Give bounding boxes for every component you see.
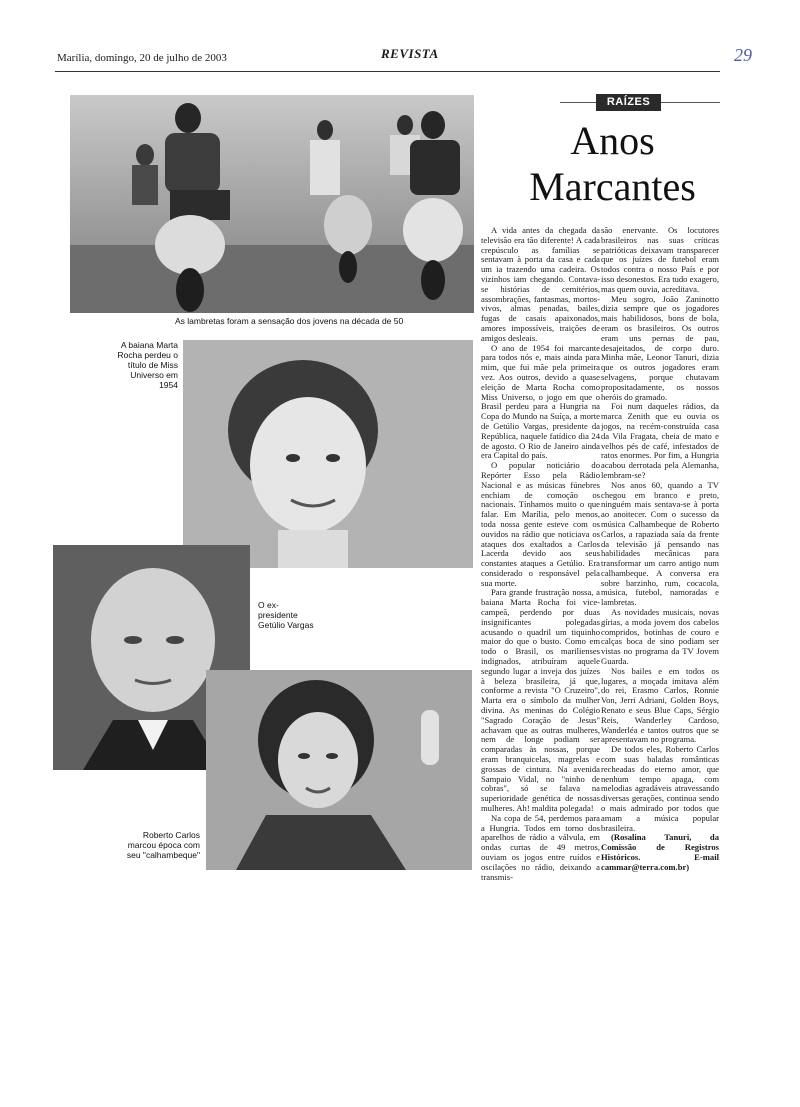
headline-line-1: Anos <box>570 118 655 163</box>
article-paragraph: O ano de 1954 foi marcante para todos nós e, mais ainda para mim, que fui mãe pela primeira vez. Aos outros, devido a quase eleição de Marta Rocha como Miss Universo, o jogo em que o Brasil perdeu para a Hungria na Copa do Mundo na Suíça, a morte de Getúlio Vargas, presidente da República, naquele fatídico dia 24 de agosto. O Rio de Janeiro ainda era Capital do país. <box>481 342 600 461</box>
article-paragraph: As novidades musicais, novas gírias, a moda jovem dos cabelos compridos, botinhas de couro e calças boca de sino podiam ser vistas no programa da TV Jovem Guarda. <box>601 607 719 667</box>
scooters-image <box>70 95 474 313</box>
article-paragraph: Meu sogro, João Zaninotto dizia sempre que os jogadores mais habilidosos, bons de bola, eram os brasileiros. Os outros eram uns pernas de pau, desajeitados, de corpo duro. Minha mãe, Leonor Tanuri, dizia que os outros jogadores eram selvagens, porque chutavam propositadamente, os nossos heróis do gramado. <box>601 293 719 402</box>
marta-caption: A baiana Marta Rocha perdeu o título de Miss Universo em 1954 <box>117 340 178 390</box>
section-title: REVISTA <box>381 46 439 61</box>
roberto-caption: Roberto Carlos marcou época com seu "calhambeque" <box>126 830 200 860</box>
marta-rocha-image <box>183 340 473 568</box>
header-rule <box>55 71 720 72</box>
headline <box>505 118 720 210</box>
article-paragraph: O popular noticiário do Repórter Esso pela Rádio Nacional e as músicas fúnebres enchiam de comoção os nacionais. Tínhamos muito o que falar. Em Marília, pelo menos, toda nossa gente esteve com os ouvidos na rádio que noticiava os ataques dos exaltados a Carlos Lacerda devido aos seus constantes ataques a Getúlio. Era considerado o responsável pela sua morte. <box>481 460 600 588</box>
page-number: 29 <box>734 45 752 65</box>
article-paragraph: Na copa de 54, perdemos para a Hungria. Todos em torno dos aparelhos de rádio a válvula, em ondas curtas de 49 metros, ouviam os jogos entre ruídos e oscilações no rádio, deixando a transmis- <box>481 812 600 882</box>
article-column-1 <box>481 226 600 886</box>
scooters-photo <box>70 95 474 313</box>
roberto-carlos-image <box>206 670 472 870</box>
author-signature: (Rosalina Tanuri, da Comissão de Registros Históricos. E-mail cammar@terra.com.br) <box>601 832 719 872</box>
marta-rocha-photo <box>183 340 473 568</box>
getulio-caption: O ex-presidente Getúlio Vargas <box>258 600 314 630</box>
headline-line-2: Marcantes <box>529 164 696 209</box>
article-paragraph: Nos bailes e em todos os lugares, a moçada imitava além do rei, Erasmo Carlos, Ronnie Von, Jerri Adriani, Golden Boys, Renato e seus Blue Caps, Sérgio Reis, Wanderley Cardoso, Wanderléa e tantos outros que se apresentavam no programa. <box>601 665 719 745</box>
article-paragraph: A vida antes da chegada da televisão era tão diferente! A cada crepúsculo as famílias se sentavam à porta da casa e cada um ia trazendo uma cadeira. Os vizinhos iam chegando. Contava-se histórias de cemitérios, assombrações, fantasmas, mortos-vivos, almas penadas, bailes, fugas de casais apaixonados, amores impossíveis, traições de amigos desleais. <box>481 226 600 343</box>
article-paragraph: De todos eles, Roberto Carlos com suas baladas românticas recheadas do eterno amor, que nenhum tempo apaga, com melodias agradáveis atravessando diversas gerações, continua sendo o mais admirado por todos que amam a música popular brasileira. <box>601 744 719 833</box>
article-paragraph: Para grande frustração nossa, a baiana Marta Rocha foi vice-campeã, perdendo por duas insignificantes polegadas acusando o quadril um tiquinho maior do que o busto. Como em todo o Brasil, os marilienses indignados, atribuíram aquele segundo lugar a inveja dos juízes à beleza brasileira, já que, conforme a revista "O Cruzeiro", Marta era o símbolo da mulher divina. As meninas do Colégio "Sagrado Coração de Jesus" achavam que as outras mulheres, nem de longe podiam ser comparadas às nossas, porque eram branquicelas, magrelas e grossas de cintura. Na avenida Sampaio Vidal, no "ninho de cobras", só se falava na superioridade genética de nossas mulheres. Ah! maldita polegada! <box>481 587 600 814</box>
article-paragraph: são enervante. Os locutores brasileiros nas suas críticas patrióticas deixavam transparecer que os juízes de futebol eram todos contra o nosso País e por isso desonestos. Era tudo exagero, mas quem ouvia, acreditava. <box>601 226 719 294</box>
dateline: Marília, domingo, 20 de julho de 2003 <box>57 52 227 64</box>
scooters-caption: As lambretas foram a sensação dos jovens na década de 50 <box>175 316 404 326</box>
article-paragraph: Foi num daqueles rádios, da marca Zenith que eu ouvia os jogos, na recém-construída casa da Vila Fragata, cheia de mato e velhos pés de café, infestados de ratos enormes. Por fim, a Hungria acabou derrotada pela Alemanha, lembram-se? <box>601 401 719 480</box>
article-column-2 <box>601 226 719 886</box>
section-tag: RAÍZES <box>596 94 661 111</box>
article-paragraph: Nos anos 60, quando a TV chegou em branco e preto, ninguém mais sentava-se à porta ao anoitecer. Com o sucesso da música Calhambeque de Roberto Carlos, a rapaziada saía da frente da televisão já pensando nas habilidades mecânicas para transformar um carro antigo num calhambeque. A conversa era sobre barzinho, rum, cocacola, música, futebol, namoradas e lambretas. <box>601 479 719 608</box>
roberto-carlos-photo <box>206 670 472 870</box>
